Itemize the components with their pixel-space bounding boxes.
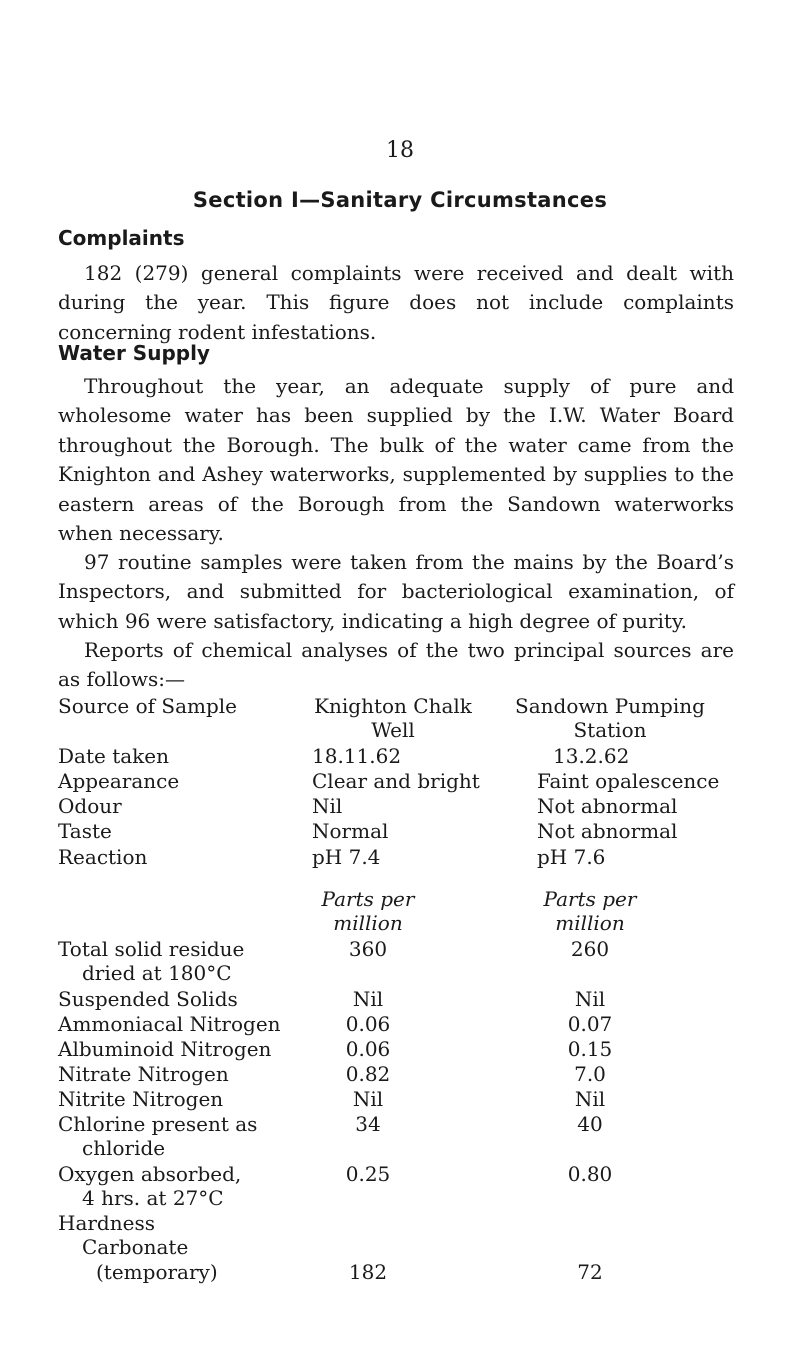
row-value-sandown: Faint opalescence: [537, 769, 720, 793]
row-label: Total solid residue: [58, 937, 245, 961]
row-value-sandown: 40: [577, 1112, 603, 1136]
row-value-knighton: 360: [348, 937, 388, 961]
section-title: Section I—Sanitary Circumstances: [192, 188, 608, 212]
row-label: Reaction: [58, 845, 148, 869]
row-value-sandown: 0.80: [567, 1162, 613, 1186]
header-sandown-line1: Sandown Pumping: [515, 694, 705, 718]
row-label: Odour: [58, 794, 122, 818]
row-label: Appearance: [58, 769, 180, 793]
row-value-sandown: 260: [570, 937, 610, 961]
row-value-knighton: Normal: [312, 819, 389, 843]
row-value-knighton: 18.11.62: [312, 744, 402, 768]
hardness-label: Hardness: [58, 1211, 155, 1235]
units-knighton-line2: million: [333, 911, 403, 935]
row-label-continued: dried at 180°C: [82, 961, 232, 985]
row-value-knighton: Clear and bright: [312, 769, 480, 793]
water-supply-paragraph-1: Throughout the year, an adequate supply of pure and wholesome water has been supplied by the I.W. Water Board throughout the Borough. The bulk of the water came from the Knighton and Ashey waterworks, supplemented by supplies to the eastern areas of the Borough from the Sandown waterworks when necessary.: [58, 374, 734, 546]
header-knighton-line1: Knighton Chalk: [314, 694, 472, 718]
hardness-value-knighton: 182: [348, 1260, 388, 1284]
units-sandown-line2: million: [555, 911, 625, 935]
units-knighton-line1: Parts per: [321, 887, 415, 911]
row-value-knighton: Nil: [352, 1087, 384, 1111]
page-number: 18: [386, 138, 414, 163]
units-sandown-line1: Parts per: [543, 887, 637, 911]
row-value-sandown: Not abnormal: [537, 819, 678, 843]
header-sandown-line2: Station: [573, 718, 647, 742]
row-value-sandown: 13.2.62: [553, 744, 630, 768]
row-label: Date taken: [58, 744, 169, 768]
row-value-sandown: Not abnormal: [537, 794, 678, 818]
water-supply-paragraph-2: 97 routine samples were taken from the mains by the Board’s Inspectors, and submitted for bacteriological examination, of which 96 were satisfactory, indicating a high degree of purity.: [58, 550, 734, 633]
water-supply-heading: Water Supply: [58, 341, 210, 365]
row-value-sandown: 7.0: [574, 1062, 606, 1086]
row-value-sandown: Nil: [574, 987, 606, 1011]
complaints-heading: Complaints: [58, 226, 185, 250]
row-label: Suspended Solids: [58, 987, 238, 1011]
row-label: Taste: [58, 819, 112, 843]
row-value-knighton: Nil: [312, 794, 343, 818]
hardness-value-sandown: 72: [577, 1260, 603, 1284]
row-value-knighton: 0.06: [345, 1012, 391, 1036]
row-value-sandown: Nil: [574, 1087, 606, 1111]
row-value-knighton: pH 7.4: [312, 845, 381, 869]
row-value-knighton: 34: [355, 1112, 381, 1136]
water-supply-paragraph-3: Reports of chemical analyses of the two principal sources are as follows:—: [58, 638, 734, 692]
hardness-sublabel: Carbonate: [82, 1235, 189, 1259]
row-value-knighton: 0.25: [345, 1162, 391, 1186]
row-value-knighton: Nil: [352, 987, 384, 1011]
complaints-paragraph: 182 (279) general complaints were received and dealt with during the year. This figure does not include complaints concerning rodent infestations.: [58, 261, 734, 344]
hardness-sublabel-continued: (temporary): [96, 1260, 218, 1284]
row-label: Oxygen absorbed,: [58, 1162, 242, 1186]
header-knighton-line2: Well: [371, 718, 415, 742]
row-label: Ammoniacal Nitrogen: [58, 1012, 281, 1036]
row-value-knighton: 0.06: [345, 1037, 391, 1061]
row-value-sandown: 0.15: [567, 1037, 613, 1061]
row-label-continued: chloride: [82, 1136, 166, 1160]
row-label: Chlorine present as: [58, 1112, 258, 1136]
row-value-knighton: 0.82: [345, 1062, 391, 1086]
row-value-sandown: 0.07: [567, 1012, 613, 1036]
row-label: Nitrate Nitrogen: [58, 1062, 229, 1086]
row-label: Albuminoid Nitrogen: [58, 1037, 272, 1061]
row-label-continued: 4 hrs. at 27°C: [82, 1186, 224, 1210]
header-source-label: Source of Sample: [58, 694, 238, 718]
row-label: Nitrite Nitrogen: [58, 1087, 224, 1111]
row-value-sandown: pH 7.6: [537, 845, 606, 869]
